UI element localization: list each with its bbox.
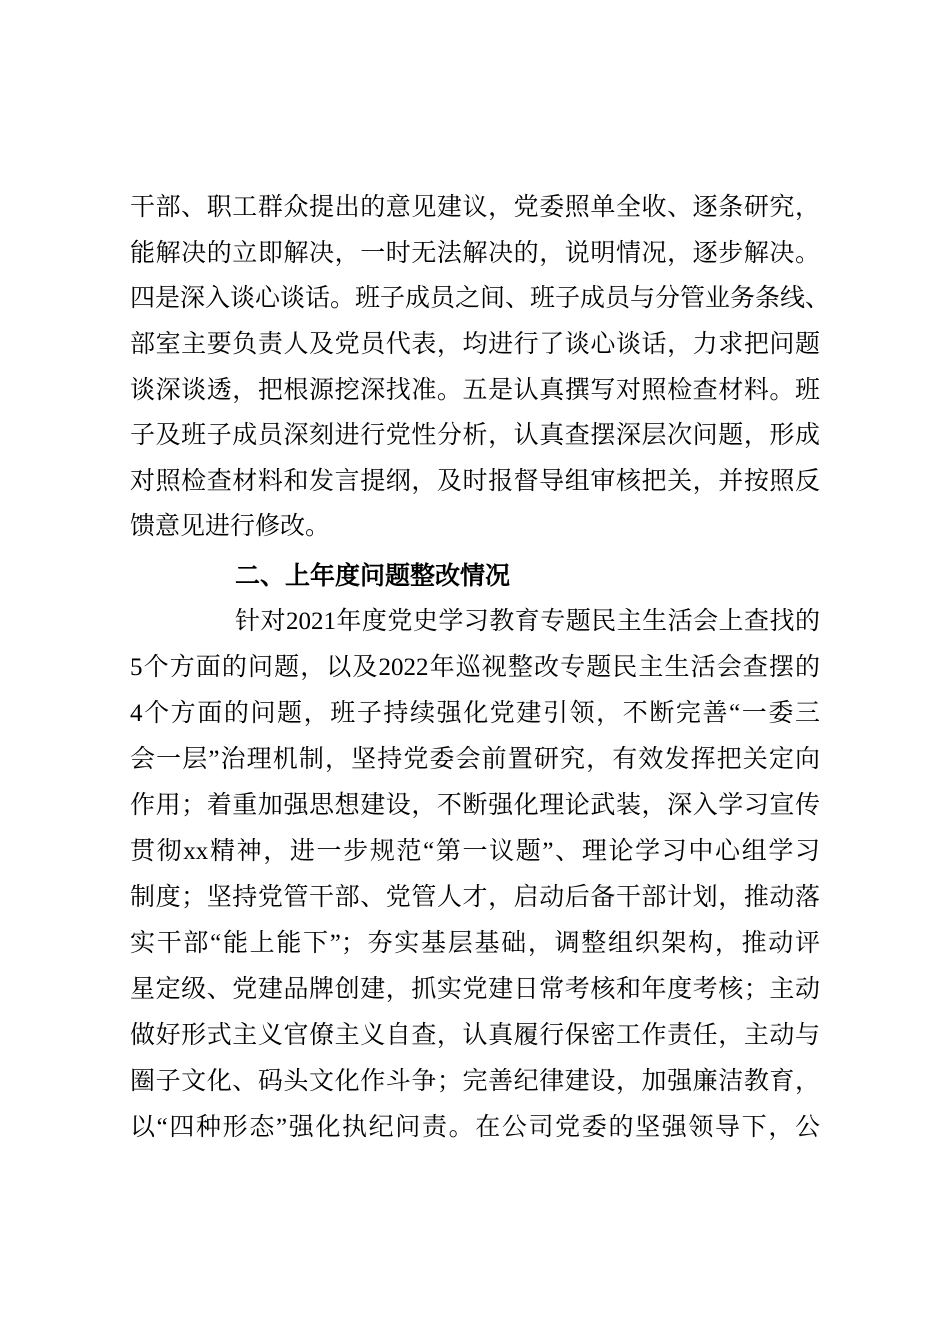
text-line: 子及班子成员深刻进行党性分析，认真查摆深层次问题，形成 [130, 422, 820, 449]
text-line: 能解决的立即解决，一时无法解决的，说明情况，逐步解决。 [130, 240, 820, 267]
text-line: 对照检查材料和发言提纲，及时报督导组审核把关，并按照反 [130, 468, 820, 495]
text-line: 四是深入谈心谈话。班子成员之间、班子成员与分管业务条线、 [130, 285, 831, 312]
text-line: 5个方面的问题，以及2022年巡视整改专题民主生活会查摆的 [130, 654, 820, 681]
text-line: 制度；坚持党管干部、党管人才，启动后备干部计划，推动落 [130, 884, 820, 911]
text-line: 实干部“能上能下”；夯实基层基础，调整组织架构，推动评 [130, 930, 820, 957]
text-line: 4个方面的问题，班子持续强化党建引领，不断完善“一委三 [130, 700, 820, 727]
text-line: 部室主要负责人及党员代表，均进行了谈心谈话，力求把问题 [130, 331, 820, 358]
text-line: 干部、职工群众提出的意见建议，党委照单全收、逐条研究， [130, 194, 820, 221]
text-line: 谈深谈透，把根源挖深找准。五是认真撰写对照检查材料。班 [130, 377, 820, 404]
text-line: 作用；着重加强思想建设，不断强化理论武装，深入学习宣传 [130, 792, 820, 819]
text-line: 针对2021年度党史学习教育专题民主生活会上查找的 [235, 608, 820, 635]
text-line: 贯彻xx精神，进一步规范“第一议题”、理论学习中心组学习 [130, 838, 820, 865]
text-line: 馈意见进行修改。 [130, 513, 331, 540]
text-line: 以“四种形态”强化执纪问责。在公司党委的坚强领导下，公 [130, 1114, 820, 1141]
text-line: 圈子文化、码头文化作斗争；完善纪律建设，加强廉洁教育， [130, 1068, 820, 1095]
section-heading: 二、上年度问题整改情况 [235, 562, 511, 590]
text-line: 做好形式主义官僚主义自查，认真履行保密工作责任，主动与 [130, 1022, 820, 1049]
text-line: 会一层”治理机制，坚持党委会前置研究，有效发挥把关定向 [130, 746, 820, 773]
text-line: 星定级、党建品牌创建，抓实党建日常考核和年度考核；主动 [130, 976, 820, 1003]
